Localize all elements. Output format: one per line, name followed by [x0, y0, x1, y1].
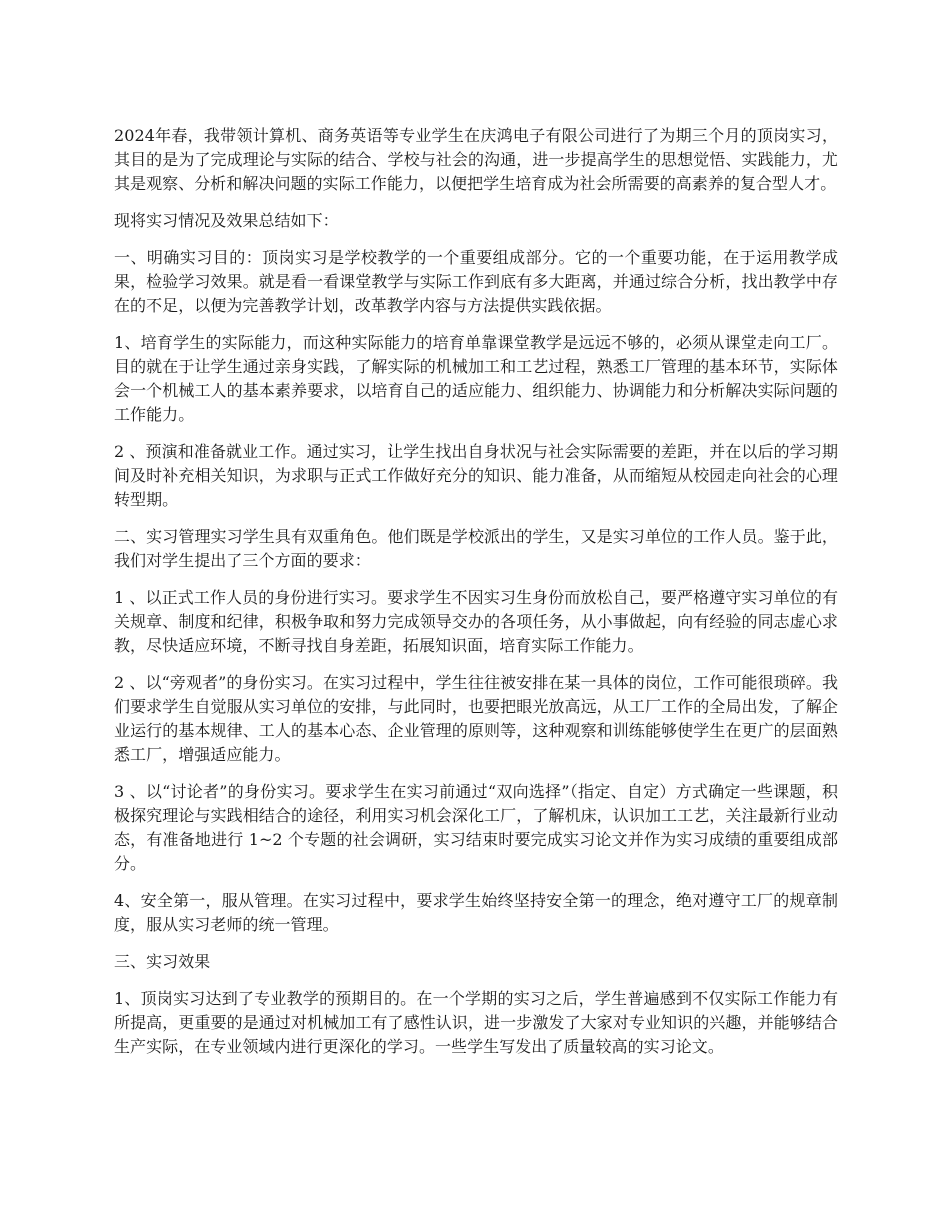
paragraph-section-3: 三、实习效果: [114, 952, 211, 971]
paragraph-item-1-2: 2 、预演和准备就业工作。通过实习，让学生找出自身状况与社会实际需要的差距，并在以后的学习期间及时补充相关知识，为求职与正式工作做好充分的知识、能力准备，从而缩短从校园走向社会的心理转型期。: [114, 442, 838, 509]
paragraph-item-2-2: 2 、以“旁观者”的身份实习。在实习过程中，学生往往被安排在某一具体的岗位，工作可能很琐碎。我们要求学生自觉服从实习单位的安排，与此同时，也要把眼光放高远，从工厂工作的全局出发，了解企业运行的基本规律、工人的基本心态、企业管理的原则等，这种观察和训练能够使学生在更广的层面熟悉工厂，增强适应能力。: [114, 673, 838, 764]
paragraph-item-2-4: 4、安全第一，服从管理。在实习过程中，要求学生始终坚持安全第一的理念，绝对遵守工厂的规章制度，服从实习老师的统一管理。: [114, 891, 838, 934]
paragraph-summary-lead: 现将实习情况及效果总结如下：: [114, 211, 339, 230]
paragraph-item-2-3: 3 、以“讨论者”的身份实习。要求学生在实习前通过“双向选择”（指定、自定）方式确定一些课题，积极探究理论与实践相结合的途径，利用实习机会深化工厂，了解机床，认识加工工艺，关注最新行业动态，有准备地进行 1~2 个专题的社会调研，实习结束时要完成实习论文并作为实习成绩的重要组成部分。: [114, 782, 838, 873]
paragraph-item-1-1: 1、培育学生的实际能力，而这种实际能力的培育单靠课堂教学是远远不够的，必须从课堂走向工厂。目的就在于让学生通过亲身实践，了解实际的机械加工和工艺过程，熟悉工厂管理的基本环节，实际体会一个机械工人的基本素养要求，以培育自己的适应能力、组织能力、协调能力和分析解决实际问题的工作能力。: [114, 333, 838, 424]
document-body: [114, 124, 838, 1072]
paragraph-section-2: 二、实习管理实习学生具有双重角色。他们既是学校派出的学生，又是实习单位的工作人员。鉴于此，我们对学生提出了三个方面的要求：: [114, 527, 838, 570]
paragraph-section-1: 一、明确实习目的：顶岗实习是学校教学的一个重要组成部分。它的一个重要功能，在于运用教学成果，检验学习效果。就是看一看课堂教学与实际工作到底有多大距离，并通过综合分析，找出教学中存在的不足，以便为完善教学计划，改革教学内容与方法提供实践依据。: [114, 248, 838, 315]
paragraph-item-3-1: 1、顶岗实习达到了专业教学的预期目的。在一个学期的实习之后，学生普遍感到不仅实际工作能力有所提高，更重要的是通过对机械加工有了感性认识，进一步激发了大家对专业知识的兴趣，并能够结合生产实际，在专业领域内进行更深化的学习。一些学生写发出了质量较高的实习论文。: [114, 989, 838, 1056]
paragraph-intro: 2024年春，我带领计算机、商务英语等专业学生在庆鸿电子有限公司进行了为期三个月的顶岗实习，其目的是为了完成理论与实际的结合、学校与社会的沟通，进一步提高学生的思想觉悟、实践能力，尤其是观察、分析和解决问题的实际工作能力，以便把学生培育成为社会所需要的高素养的复合型人才。: [114, 126, 838, 193]
paragraph-item-2-1: 1 、以正式工作人员的身份进行实习。要求学生不因实习生身份而放松自己，要严格遵守实习单位的有关规章、制度和纪律，积极争取和努力完成领导交办的各项任务，从小事做起，向有经验的同志虚心求教，尽快适应环境，不断寻找自身差距，拓展知识面，培育实际工作能力。: [114, 588, 838, 655]
